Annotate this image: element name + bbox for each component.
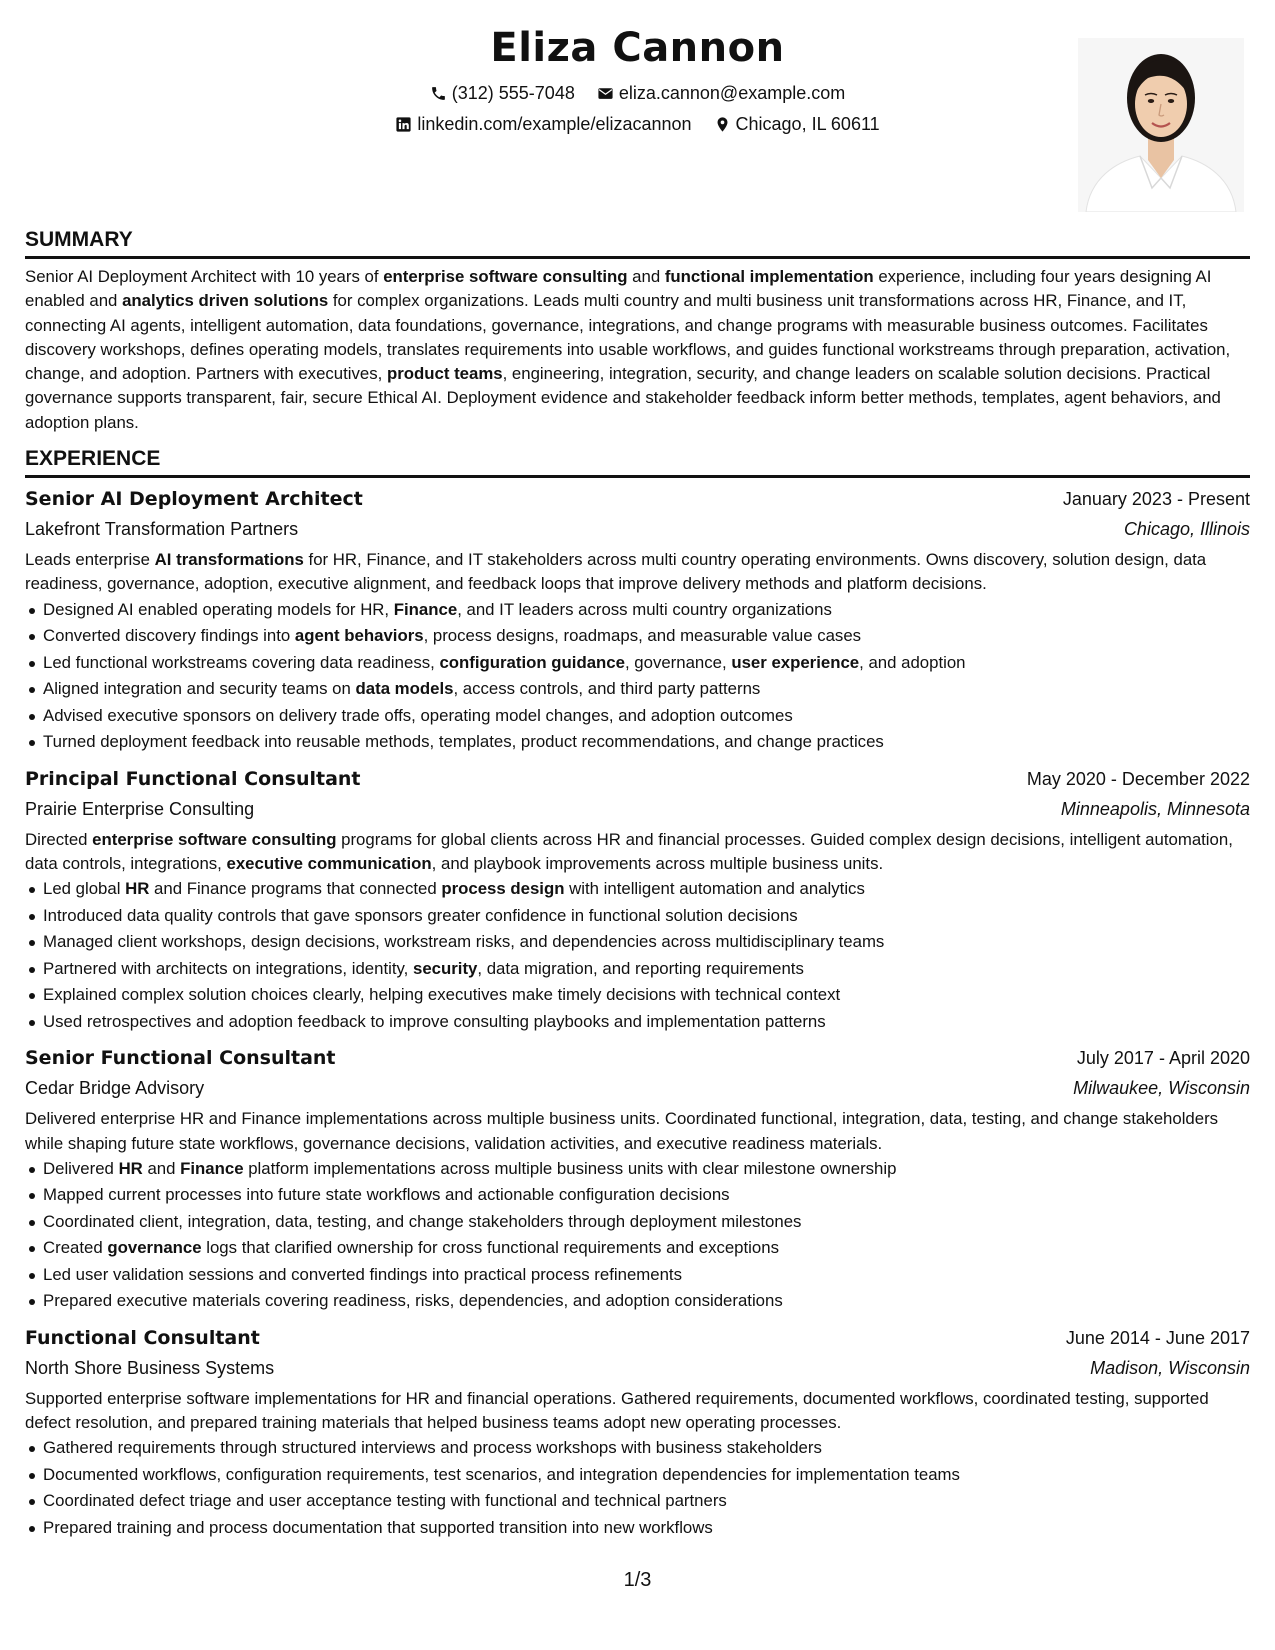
linkedin-text[interactable]: linkedin.com/example/elizacannon — [417, 114, 692, 134]
bold-keyword: product teams — [386, 364, 503, 384]
list-item: Advised executive sponsors on delivery trade offs, operating model changes, and adoption outcomes — [43, 703, 1250, 730]
list-item: Prepared training and process documentation that supported transition into new workflows — [43, 1515, 1250, 1542]
job-entry — [25, 1323, 1250, 1542]
contact-location — [714, 109, 880, 140]
job-company: Lakefront Transformation Partners — [25, 519, 299, 540]
bold-keyword: enterprise software consulting — [383, 267, 628, 286]
summary-text: Senior AI Deployment Architect with 10 years of enterprise software consulting and functional implementation experience, including four years designing AI enabled and analytics driven solutions for complex organizations. Leads multi country and multi business unit transformations across HR, Finance, and IT, connecting AI agents, intelligent automation, data foundations, governance, integrations, and change programs with measurable business outcomes. Facilitates discovery workshops, defines operating models, translates requirements into usable workflows, and guides functional workstreams through preparation, activation, change, and adoption. Partners with executives, product teams, engineering, integration, security, and change leaders on scalable solution decisions. Practical governance supports transparent, fair, secure Ethical AI. Deployment evidence and stakeholder feedback inform better methods, templates, agent behaviors, and adoption plans. — [25, 267, 1231, 432]
list-item: Aligned integration and security teams on data models, access controls, and third party patterns — [43, 676, 1250, 703]
job-title-row — [25, 484, 1250, 514]
job-bullets — [25, 1156, 1250, 1315]
email-text[interactable]: eliza.cannon@example.com — [618, 83, 846, 103]
list-item: Designed AI enabled operating models for HR, Finance, and IT leaders across multi country organizations — [43, 597, 1250, 624]
bold-keyword: HR — [118, 1158, 143, 1178]
list-item: Introduced data quality controls that gave sponsors greater confidence in functional solution decisions — [43, 903, 1250, 930]
contact-email[interactable] — [597, 78, 845, 109]
job-bullets — [25, 1435, 1250, 1541]
job-dates: January 2023 - Present — [1062, 489, 1250, 510]
bold-keyword: data models — [355, 679, 454, 699]
job-location: Chicago, Illinois — [1123, 519, 1250, 540]
resume-body — [25, 226, 1250, 1541]
profile-photo — [1078, 38, 1244, 212]
job-company-row — [25, 514, 1250, 545]
list-item: Delivered HR and Finance platform implementations across multiple business units with clear milestone ownership — [43, 1156, 1250, 1183]
bold-keyword: enterprise software consulting — [92, 829, 337, 849]
list-item: Explained complex solution choices clearly, helping executives make timely decisions with technical context — [43, 982, 1250, 1009]
job-company: Cedar Bridge Advisory — [25, 1078, 205, 1099]
job-company-row — [25, 1073, 1250, 1104]
job-dates: May 2020 - December 2022 — [1026, 768, 1250, 789]
list-item: Converted discovery findings into agent behaviors, process designs, roadmaps, and measurable value cases — [43, 623, 1250, 650]
list-item: Managed client workshops, design decisions, workstream risks, and dependencies across multidisciplinary teams — [43, 929, 1250, 956]
job-list — [25, 484, 1250, 1541]
bold-keyword: analytics driven solutions — [122, 291, 329, 311]
job-title: Principal Functional Consultant — [25, 767, 361, 790]
bold-keyword: process design — [441, 879, 565, 899]
summary-heading: SUMMARY — [25, 226, 1250, 259]
location-text: Chicago, IL 60611 — [735, 114, 880, 134]
bold-keyword: HR — [125, 879, 150, 899]
job-title-row — [25, 1323, 1250, 1353]
bold-keyword: Finance — [393, 599, 458, 619]
job-title: Senior Functional Consultant — [25, 1047, 336, 1070]
job-dates: June 2014 - June 2017 — [1065, 1327, 1250, 1348]
job-company-row — [25, 1353, 1250, 1384]
job-title-row — [25, 764, 1250, 794]
list-item: Created governance logs that clarified ownership for cross functional requirements and exceptions — [43, 1235, 1250, 1262]
list-item: Gathered requirements through structured interviews and process workshops with business stakeholders — [43, 1435, 1250, 1462]
contact-linkedin[interactable] — [395, 109, 691, 140]
job-company: North Shore Business Systems — [25, 1357, 275, 1378]
summary-section — [25, 226, 1250, 435]
list-item: Partnered with architects on integrations, identity, security, data migration, and reporting requirements — [43, 956, 1250, 983]
list-item: Documented workflows, configuration requirements, test scenarios, and integration dependencies for implementation teams — [43, 1462, 1250, 1489]
job-dates: July 2017 - April 2020 — [1076, 1048, 1250, 1069]
bold-keyword: Finance — [180, 1158, 244, 1178]
job-description: Leads enterprise AI transformations for HR, Finance, and IT stakeholders across multi country operating environments. Owns discovery, solution design, data readiness, governance, adoption, executive alignment, and feedback loops that improve delivery methods and platform decisions. — [25, 550, 1207, 594]
page-number: 1/3 — [623, 1569, 652, 1591]
list-item: Turned deployment feedback into reusable methods, templates, product recommendations, and change practices — [43, 729, 1250, 756]
bold-keyword: AI transformations — [154, 550, 304, 570]
bold-keyword: functional implementation — [664, 267, 874, 286]
job-entry — [25, 764, 1250, 1036]
candidate-name: Eliza Cannon — [490, 25, 785, 71]
list-item: Led global HR and Finance programs that connected process design with intelligent automation and analytics — [43, 876, 1250, 903]
job-title-row — [25, 1043, 1250, 1073]
contact-phone — [430, 78, 575, 109]
phone-icon — [430, 85, 447, 102]
job-description: Directed enterprise software consulting programs for global clients across HR and financial processes. Guided complex design decisions, intelligent automation, data controls, integrations, executive communication, and playbook improvements across multiple business units. — [25, 829, 1233, 873]
job-location: Madison, Wisconsin — [1090, 1357, 1250, 1378]
list-item: Coordinated client, integration, data, testing, and change stakeholders through deployment milestones — [43, 1209, 1250, 1236]
list-item: Coordinated defect triage and user acceptance testing with functional and technical partners — [43, 1488, 1250, 1515]
bold-keyword: agent behaviors — [294, 626, 424, 646]
job-location: Minneapolis, Minnesota — [1060, 798, 1250, 819]
job-entry — [25, 1043, 1250, 1315]
job-description: Supported enterprise software implementations for HR and financial operations. Gathered requirements, documented workflows, coordinated testing, supported defect resolution, and prepared training materials that helped business teams adopt new operating processes. — [25, 1388, 1209, 1433]
job-bullets — [25, 597, 1250, 756]
map-pin-icon — [714, 116, 731, 133]
job-title: Functional Consultant — [25, 1326, 260, 1349]
bold-keyword: configuration guidance — [439, 652, 625, 672]
linkedin-icon — [395, 116, 412, 133]
list-item: Used retrospectives and adoption feedback to improve consulting playbooks and implementation patterns — [43, 1009, 1250, 1036]
job-bullets — [25, 876, 1250, 1035]
job-title: Senior AI Deployment Architect — [25, 488, 363, 511]
job-description: Delivered enterprise HR and Finance implementations across multiple business units. Coordinated functional, integration, data, testing, and change stakeholders while shaping future state workflows, governance decisions, validation activities, and executive readiness materials. — [25, 1109, 1219, 1153]
bold-keyword: governance — [107, 1238, 202, 1258]
list-item: Prepared executive materials covering readiness, risks, dependencies, and adoption considerations — [43, 1288, 1250, 1315]
bold-keyword: user experience — [731, 652, 860, 672]
job-location: Milwaukee, Wisconsin — [1073, 1078, 1250, 1099]
bold-keyword: executive communication — [226, 853, 432, 873]
job-company: Prairie Enterprise Consulting — [25, 798, 255, 819]
list-item: Mapped current processes into future state workflows and actionable configuration decisions — [43, 1182, 1250, 1209]
bold-keyword: security — [413, 958, 478, 978]
phone-text: (312) 555-7048 — [451, 83, 575, 103]
job-entry — [25, 484, 1250, 756]
list-item: Led user validation sessions and converted findings into practical process refinements — [43, 1262, 1250, 1289]
envelope-icon — [597, 85, 614, 102]
job-company-row — [25, 794, 1250, 825]
experience-section — [25, 445, 1250, 1541]
experience-heading: EXPERIENCE — [25, 445, 1250, 478]
list-item: Led functional workstreams covering data readiness, configuration guidance, governance, user experience, and adoption — [43, 650, 1250, 677]
